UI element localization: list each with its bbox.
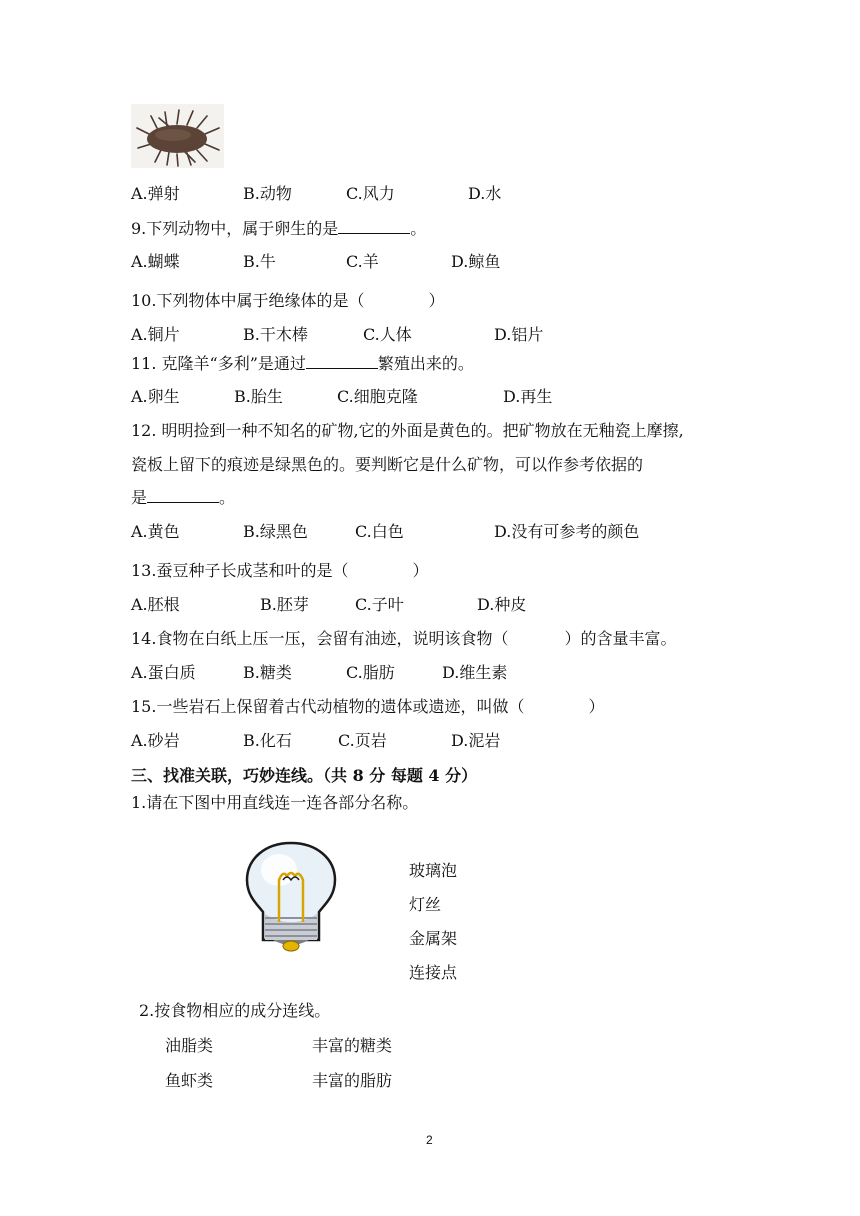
- match2-stem: 2.按食物相应的成分连线。: [139, 1001, 331, 1020]
- q14-option-c: C.脂肪: [346, 663, 395, 682]
- q15-option-a: A.砂岩: [131, 731, 180, 750]
- q14-option-a: A.蛋白质: [131, 663, 196, 682]
- q11-option-b: B.胎生: [234, 387, 283, 406]
- q8-option-b: B.动物: [243, 184, 292, 203]
- q14-option-b: B.糖类: [243, 663, 292, 682]
- label-filament: 灯丝: [409, 895, 442, 914]
- q9-option-c: C.羊: [346, 252, 379, 271]
- q12-option-d: D.没有可参考的颜色: [494, 522, 640, 541]
- q13-stem: 13.蚕豆种子长成茎和叶的是（ ）: [131, 561, 429, 580]
- label-glass-bulb: 玻璃泡: [409, 861, 458, 880]
- q13-option-c: C.子叶: [355, 595, 404, 614]
- q15-option-d: D.泥岩: [451, 731, 501, 750]
- q12-line-1: 12. 明明捡到一种不知名的矿物,它的外面是黄色的。把矿物放在无釉瓷上摩擦,: [131, 421, 684, 440]
- q10-option-a: A.铜片: [131, 325, 180, 344]
- q13-option-d: D.种皮: [477, 595, 527, 614]
- q8-option-d: D.水: [468, 184, 502, 203]
- q12-line-2: 瓷板上留下的痕迹是绿黑色的。要判断它是什么矿物，可以作参考依据的: [131, 455, 644, 474]
- q15-stem: 15.一些岩石上保留着古代动植物的遗体或遗迹，叫做（ ）: [131, 697, 605, 716]
- q15-option-c: C.页岩: [338, 731, 387, 750]
- q12-blank: [147, 488, 219, 503]
- q10-option-c: C.人体: [363, 325, 412, 344]
- q9-blank: [338, 219, 410, 234]
- light-bulb-image: [243, 840, 339, 952]
- q11-option-d: D.再生: [503, 387, 553, 406]
- q9-option-d: D.鲸鱼: [451, 252, 501, 271]
- spiky-seed-image: [131, 104, 224, 168]
- q11-stem: 11. 克隆羊“多利”是通过 繁殖出来的。: [131, 354, 474, 373]
- q8-option-a: A.弹射: [131, 184, 180, 203]
- section-3-title: 三、找准关联，巧妙连线。（共 8 分 每题 4 分）: [131, 766, 478, 785]
- match2-left-1: 油脂类: [165, 1036, 214, 1055]
- q12-option-c: C.白色: [355, 522, 404, 541]
- match2-left-2: 鱼虾类: [165, 1071, 214, 1090]
- q10-option-b: B.干木棒: [243, 325, 308, 344]
- q9-stem: 9.下列动物中，属于卵生的是 。: [131, 219, 427, 238]
- q14-option-d: D.维生素: [442, 663, 508, 682]
- match2-right-1: 丰富的糖类: [312, 1036, 393, 1055]
- q15-option-b: B.化石: [243, 731, 292, 750]
- q11-option-a: A.卵生: [131, 387, 180, 406]
- q9-option-a: A.蝴蝶: [131, 252, 180, 271]
- page-number: 2: [426, 1133, 433, 1147]
- q8-option-c: C.风力: [346, 184, 395, 203]
- q9-option-b: B.牛: [243, 252, 276, 271]
- q10-stem: 10.下列物体中属于绝缘体的是（ ）: [131, 291, 445, 310]
- q11-blank: [306, 354, 378, 369]
- q13-option-a: A.胚根: [131, 595, 180, 614]
- q13-option-b: B.胚芽: [260, 595, 309, 614]
- label-metal-frame: 金属架: [409, 929, 458, 948]
- q12-option-a: A.黄色: [131, 522, 180, 541]
- q12-line-3: 是 。: [131, 488, 236, 507]
- label-contact-point: 连接点: [409, 963, 458, 982]
- q10-option-d: D.铝片: [494, 325, 544, 344]
- match2-right-2: 丰富的脂肪: [312, 1071, 393, 1090]
- q11-option-c: C.细胞克隆: [337, 387, 418, 406]
- q12-option-b: B.绿黑色: [243, 522, 308, 541]
- match1-stem: 1.请在下图中用直线连一连各部分名称。: [131, 793, 419, 812]
- q14-stem: 14.食物在白纸上压一压，会留有油迹，说明该食物（ ）的含量丰富。: [131, 629, 677, 648]
